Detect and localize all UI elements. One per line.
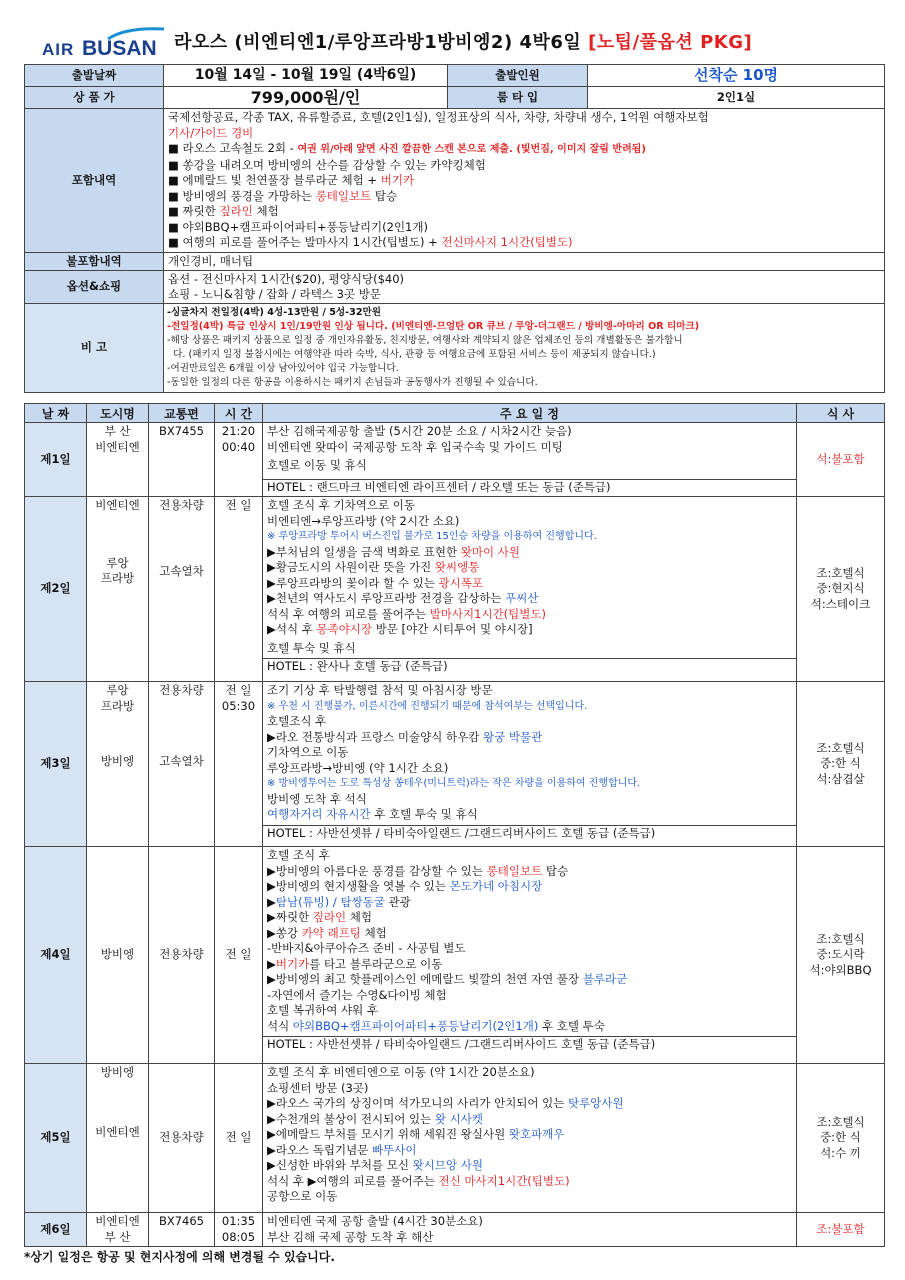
time-cell: 전 일: [215, 497, 263, 682]
itinerary-line: 기차역으로 이동: [267, 745, 349, 759]
itinerary-line: ▶황금도시의 사원이란 뜻을 가진 왓씨엥통: [267, 560, 480, 574]
itinerary-line: ▶방비엥의 아름다운 풍경를 감상할 수 있는 롱테일보트 탑승: [267, 863, 569, 878]
itinerary-cell: [263, 847, 797, 1064]
city-cell: [87, 1064, 149, 1213]
note-line: -싱글차지 전일정(4박) 4성-13만원 / 5성-32만원: [167, 306, 382, 318]
info-row-include: [25, 109, 885, 253]
note-label: 비 고: [25, 303, 164, 392]
title-tag: [노팁/풀옵션 PKG]: [588, 32, 753, 53]
transport-value: 고속열차: [159, 563, 204, 578]
logo-busan-text: BUSAN: [82, 37, 157, 60]
transport-value: 고속열차: [159, 753, 204, 768]
meal-cell: [797, 682, 885, 847]
depart-label: 출발날짜: [25, 65, 164, 87]
include-line: 기사/가이드 경비: [168, 125, 254, 140]
day-row-5: [25, 1064, 885, 1213]
meal-value: 중:현지식: [816, 581, 865, 596]
meal-value: 중:도시락: [816, 947, 865, 962]
people-label: 출발인원: [448, 65, 588, 87]
itinerary-line: 호텔 조식 후: [267, 848, 330, 862]
schedule-header-row: [25, 404, 885, 423]
transport-cell: BX7455: [149, 423, 215, 497]
itinerary-line: ▶쏭강 카약 래프팅 체험: [267, 925, 387, 940]
itinerary-line: ▶천년의 역사도시 루앙프라방 전경을 감상하는 푸씨산: [267, 591, 539, 605]
itinerary-line: 석식 후 여행의 피로를 풀어주는 발마사지1시간(팁별도): [267, 606, 546, 621]
city-name: 루앙: [106, 555, 129, 570]
option-line: 옵션 - 전신마사지 1시간($20), 평양식당($40): [168, 271, 405, 286]
city-name: 부 산: [104, 424, 131, 438]
hotel-line: HOTEL : 사반선셋뷰 / 타비숙아일랜드 /그랜드리버사이드 호텔 동급 (준특급): [263, 1036, 796, 1053]
city-name: 부 산: [104, 1229, 131, 1244]
info-table: [24, 64, 885, 393]
col-meal: 식 사: [797, 404, 885, 423]
transport-value: 전용차량: [159, 498, 204, 512]
itinerary-cell: [263, 423, 797, 497]
itinerary-line: ▶라오 전통방식과 프랑스 미술양식 하우캄 왕궁 박물관: [267, 729, 543, 744]
people-value: 선착순 10명: [588, 65, 885, 87]
day-row-2: [25, 497, 885, 682]
itinerary-line: ▶부처님의 일생을 금색 벽화로 표현한 왓마이 사원: [267, 544, 520, 559]
itinerary-line: 공항으로 이동: [267, 1189, 338, 1203]
include-line: 국제선항공료, 각종 TAX, 유류할증료, 호텔(2인1실), 일정표상의 식사, 차량, 차량내 생수, 1억원 여행자보험: [168, 110, 709, 124]
schedule-table: [24, 403, 885, 1247]
city-name: 프라방: [100, 698, 135, 713]
itinerary-line: 석식 후 ▶여행의 피로를 풀어주는 전신 마사지1시간(팁별도): [267, 1173, 570, 1188]
exclude-value: 개인경비, 매너팁: [164, 252, 885, 270]
transport-cell: BX7465: [149, 1213, 215, 1247]
transport-cell: 전용차량: [149, 1064, 215, 1213]
city-name: 비엔티엔: [95, 498, 140, 512]
note-line: -여권만료일은 6개월 이상 남아있어야 입국 가능합니다.: [167, 362, 399, 374]
city-name: 프라방: [100, 571, 135, 585]
note-line: 다. (패키지 일정 불참시에는 여행약관 따라 숙박, 식사, 관광 등 여행요금에 포함된 서비스 등이 제공되지 않습니다.): [167, 348, 656, 360]
itinerary-line: 방비엥 도착 후 석식: [267, 791, 367, 806]
room-label: 룸 타 입: [448, 87, 588, 109]
title-main: 라오스 (비엔티엔1/루앙프라방1방비엥2) 4박6일: [174, 32, 582, 53]
transport-cell: [149, 497, 215, 682]
city-name: 방비엥: [100, 754, 135, 768]
footer-note: *상기 일정은 항공 및 현지사정에 의해 변경될 수 있습니다.: [24, 1250, 335, 1264]
itinerary-line: 호텔조식 후: [267, 714, 327, 728]
meal-value: 조:호텔식: [816, 565, 865, 580]
logo-air-text: AIR: [42, 40, 75, 59]
info-row-depart: [25, 65, 885, 87]
meal-value: 중:한 식: [820, 1130, 861, 1145]
city-name: 비엔티엔: [95, 1124, 140, 1139]
meal-cell: [797, 1064, 885, 1213]
itinerary-line: ▶신성한 바위와 부처를 모신 왓시므앙 사원: [267, 1158, 483, 1172]
itinerary-note: ※ 방비엥투어는 도로 특성상 쏭테우(미니트럭)라는 작은 차량을 이용하여 진행합니다.: [267, 778, 641, 789]
include-line: ■ 에메랄드 빛 천연풀장 블루라군 체험 + 버기카: [168, 173, 415, 187]
time-cell: [215, 682, 263, 847]
city-name: 비엔티엔: [95, 439, 140, 454]
itinerary-line: 비엔티엔 왓따이 국제공항 도착 후 입국수속 및 가이드 미팅: [267, 439, 563, 454]
meal-value: 조:호텔식: [816, 931, 865, 946]
itinerary-line: 여행자거리 자유시간 후 호텔 투숙 및 휴식: [267, 807, 478, 821]
itinerary-line: ▶짜릿한 짚라인 체험: [267, 910, 373, 924]
include-line: ■ 여행의 피로를 풀어주는 발마사지 1시간(팁별도) + 전신마사지 1시간(팁별도): [168, 235, 573, 249]
time-cell: 전 일: [215, 1064, 263, 1213]
include-line: ■ 짜릿한 짚라인 체험: [168, 204, 279, 218]
itinerary-line: ▶라오스 독립기념문 빠뚜사이: [267, 1142, 417, 1157]
city-cell: [87, 423, 149, 497]
col-time: 시 간: [215, 404, 263, 423]
day-row-6: [25, 1213, 885, 1247]
time-cell: [215, 1213, 263, 1247]
itinerary-line: 쇼핑센터 방문 (3곳): [267, 1080, 369, 1095]
meal-value: 조:호텔식: [816, 1114, 865, 1129]
room-value: 2인1실: [588, 87, 885, 109]
itinerary-line: 호텔 조식 후 기차역으로 이동: [267, 498, 415, 512]
itinerary-line: 호텔 조식 후 비엔티엔으로 이동 (약 1시간 20분소요): [267, 1065, 535, 1079]
meal-value: 석:야외BBQ: [809, 962, 872, 977]
meal-cell: 석:불포함: [797, 423, 885, 497]
itinerary-line: 루앙프라방→방비엥 (약 1시간 소요): [267, 760, 449, 775]
city-cell: [87, 1213, 149, 1247]
include-value: [164, 109, 885, 253]
option-value: [164, 270, 885, 303]
itinerary-line: 석식 야외BBQ+캠프파이어파티+풍등날리기(2인1개) 후 호텔 투숙: [267, 1018, 605, 1033]
col-itinerary: 주 요 일 정: [263, 404, 797, 423]
time-value: 전 일: [225, 683, 252, 697]
option-line: 쇼핑 - 노니&침향 / 잡화 / 라텍스 3곳 방문: [168, 286, 381, 301]
day-row-4: [25, 847, 885, 1064]
header: [24, 18, 884, 64]
itinerary-line: 부산 김해국제공항 출발 (5시간 20분 소요 / 시차2시간 늦음): [267, 424, 572, 438]
day-row-1: [25, 423, 885, 497]
itinerary-line: 비엔티엔 국제 공항 출발 (4시간 30분소요): [267, 1214, 483, 1228]
day-label: 제4일: [25, 847, 87, 1064]
col-date: 날 짜: [25, 404, 87, 423]
page-title: [174, 28, 752, 54]
time-value: 08:05: [221, 1229, 256, 1244]
itinerary-line: ▶라오스 국가의 상징이며 석가모니의 사리가 안치되어 있는 탓루앙사원: [267, 1096, 624, 1110]
city-name: 방비엥: [100, 1065, 135, 1079]
col-transport: 교통편: [149, 404, 215, 423]
day-label: 제6일: [25, 1213, 87, 1247]
city-cell: [87, 682, 149, 847]
meal-value: 석:삼겹살: [816, 771, 865, 786]
transport-cell: [149, 682, 215, 847]
meal-cell: 조:불포함: [797, 1213, 885, 1247]
itinerary-line: ▶수천개의 불상이 전시되어 있는 왓 시사켓: [267, 1111, 483, 1126]
include-line: ■ 쏭강을 내려오며 방비엥의 산수를 감상할 수 있는 카약킹체험: [168, 157, 486, 172]
itinerary-line: 부산 김해 국제 공항 도착 후 해산: [267, 1229, 434, 1244]
note-line: -전일정(4박) 특급 인상시 1인/19만원 인상 됩니다. (비엔티엔-므엉탄 OR 큐브 / 루앙-더그랜드 / 방비엥-아마리 OR 티마크): [167, 320, 700, 332]
itinerary-cell: [263, 1064, 797, 1213]
meal-value: 석:스테이크: [810, 596, 871, 611]
itinerary-line: ▶탐남(튜빙) / 탐쌍동굴 관광: [267, 894, 411, 909]
hotel-line: HOTEL : 사반선셋뷰 / 타비숙아일랜드 /그랜드리버사이드 호텔 동급 (준특급): [263, 825, 796, 842]
transport-value: 전용차량: [159, 683, 204, 697]
meal-cell: [797, 847, 885, 1064]
day-label: 제3일: [25, 682, 87, 847]
itinerary-note: ※ 루앙프라방 투어시 버스진입 불가로 15인승 차량을 이용하여 진행합니다.: [267, 531, 597, 542]
day-label: 제1일: [25, 423, 87, 497]
exclude-label: 불포함내역: [25, 252, 164, 270]
itinerary-cell: [263, 682, 797, 847]
info-row-exclude: [25, 252, 885, 270]
itinerary-line: ▶에메랄드 부처를 모시기 위해 세워진 왕실사원 왓호파깨우: [267, 1127, 565, 1141]
include-line: ■ 방비엥의 풍경을 가망하는 롱테일보트 탑승: [168, 188, 398, 203]
time-cell: 전 일: [215, 847, 263, 1064]
note-line: -해당 상품은 패키지 상품으로 일정 중 개인자유활동, 친지방문, 여행사와 계약되지 않은 업체조인 등의 개별활동은 불가합니: [167, 334, 683, 346]
itinerary-note: ※ 우천 시 진행불가, 이른시간에 진행되기 때문에 참석여부는 선택입니다.: [267, 700, 588, 712]
city-cell: 방비엥: [87, 847, 149, 1064]
price-label: 상 품 가: [25, 87, 164, 109]
itinerary-line: ▶방비엥의 최고 핫플레이스인 에메랄드 빛깔의 천연 자연 풀장 블루라군: [267, 972, 628, 986]
day-label: 제2일: [25, 497, 87, 682]
itinerary-line: 비엔티엔→루앙프라방 (약 2시간 소요): [267, 513, 460, 528]
option-label: 옵션&쇼핑: [25, 270, 164, 303]
info-row-price: [25, 87, 885, 109]
include-line: ■ 야외BBQ+캠프파이어파티+풍등날리기(2인1개): [168, 219, 428, 234]
hotel-line: HOTEL : 랜드마크 비엔티엔 라이프센터 / 라오텔 또는 동급 (준특급): [263, 479, 796, 496]
transport-cell: 전용차량: [149, 847, 215, 1064]
note-value: [164, 303, 885, 392]
include-label: 포함내역: [25, 109, 164, 253]
itinerary-line: ▶방비엥의 현지생활을 엿볼 수 있는 몬도가네 아침시장: [267, 879, 543, 893]
meal-cell: [797, 497, 885, 682]
city-name: 루앙: [106, 683, 129, 697]
city-name: 비엔티엔: [95, 1214, 140, 1228]
day-row-3: [25, 682, 885, 847]
itinerary-line: -자연에서 즐기는 수영&다이빙 체험: [267, 987, 447, 1002]
day-label: 제5일: [25, 1064, 87, 1213]
itinerary-line: -반바지&아쿠아슈즈 준비 - 사공팁 별도: [267, 941, 466, 955]
itinerary-line: ▶석식 후 몽족야시장 방문 [야간 시티투어 및 야시장]: [267, 622, 533, 636]
time-value: 05:30: [221, 698, 256, 713]
itinerary-line: ▶버기카를 타고 블루라군으로 이동: [267, 956, 443, 971]
hotel-line: HOTEL : 완사나 호텔 동급 (준특급): [263, 658, 796, 675]
itinerary-line: ▶루앙프라방의 꽃이라 할 수 있는 광시폭포: [267, 575, 483, 590]
col-city: 도시명: [87, 404, 149, 423]
itinerary-cell: [263, 497, 797, 682]
city-cell: [87, 497, 149, 682]
airbusan-logo: [38, 20, 178, 64]
time-value: 00:40: [221, 439, 256, 454]
info-row-option: [25, 270, 885, 303]
meal-value: 석:수 끼: [820, 1145, 861, 1160]
depart-value: 10월 14일 - 10월 19일 (4박6일): [164, 65, 448, 87]
itinerary-cell: [263, 1213, 797, 1247]
time-value: 21:20: [221, 424, 256, 438]
include-line: ■ 라오스 고속철도 2회 - 여권 위/아래 앞면 사진 깔끔한 스캔 본으로 제출. (빛번짐, 이미지 잘림 반려됨): [168, 141, 646, 155]
info-row-note: [25, 303, 885, 392]
time-value: 01:35: [221, 1214, 256, 1228]
itinerary-line: 조기 기상 후 탁발행렬 참석 및 아침시장 방문: [267, 683, 493, 697]
itinerary-line: 호텔 투숙 및 휴식: [267, 640, 356, 655]
meal-value: 조:호텔식: [816, 740, 865, 755]
time-cell: [215, 423, 263, 497]
note-line: -동일한 일정의 다른 항공을 이용하시는 패키지 손님들과 공동행사가 진행될 수 있습니다.: [167, 376, 538, 388]
meal-value: 중:한 식: [820, 756, 861, 771]
itinerary-line: 호텔로 이동 및 휴식: [267, 458, 367, 472]
price-value: 799,000원/인: [164, 87, 448, 109]
itinerary-line: 호텔 복귀하여 샤워 후: [267, 1003, 378, 1017]
